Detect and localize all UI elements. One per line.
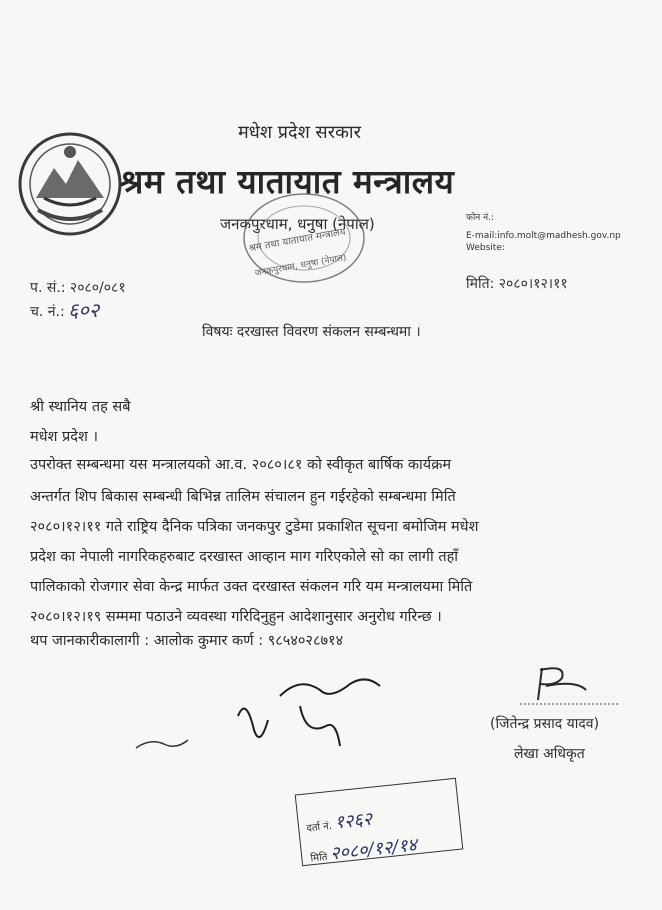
ministry-name: श्रम तथा यातायात मन्त्रालय — [120, 162, 455, 201]
registry-date-value: २०८०/१२/१४ — [329, 834, 418, 865]
body-line: प्रदेश का नेपाली नागरिकहरुबाट दरखास्त आव्हान माग गरिएकोले सो का लागी तहाँ — [30, 549, 459, 565]
website-label: Website: — [466, 243, 505, 253]
nepal-emblem-icon — [14, 128, 126, 240]
seal-text-bottom: जनकपुरधाम, धनुषा (नेपाल) — [254, 252, 348, 279]
signatory-signature — [516, 660, 626, 710]
body-line: पालिकाको रोजगार सेवा केन्द्र मार्फत उक्त दरखास्त संकलन गरि यम मन्त्रालयमा मिति — [30, 579, 473, 595]
darta-number: १२६२ — [333, 808, 374, 834]
chalani-number: ६०२ — [68, 298, 100, 322]
recipient-line-1: श्री स्थानिय तह सबै — [30, 399, 131, 415]
signatory-name: (जितेन्द्र प्रसाद यादव) — [490, 716, 600, 732]
government-name: मधेश प्रदेश सरकार — [238, 122, 361, 143]
letter-subject: विषयः दरखास्त विवरण संकलन सम्बन्धमा । — [202, 324, 421, 340]
registry-date-label: मिति — [310, 851, 329, 865]
body-line: उपरोक्त सम्बन्धमा यस मन्त्रालयको आ.व. २०८०।८१ को स्वीकृत बार्षिक कार्यक्रम — [30, 457, 452, 473]
darta-label: दर्ता नं. — [305, 820, 333, 835]
contact-person-line: थप जानकारीकालागी : आलोक कुमार कर्ण : ९८५४०२८७१४ — [30, 633, 344, 649]
handwritten-endorsement — [130, 656, 400, 766]
contact-block — [466, 212, 621, 254]
body-line: अन्तर्गत शिप बिकास सम्बन्धी बिभिन्न तालिम संचालन हुन गईरहेको सम्बन्धमा मिति — [30, 489, 456, 505]
recipient-line-2: मधेश प्रदेश । — [30, 429, 98, 445]
ministry-address: जनकपुरधाम, धनुषा (नेपाल) — [220, 215, 375, 233]
email-address: E-mail:info.molt@madhesh.gov.np — [466, 231, 621, 241]
body-line: २०८०।१२।१९ सम्ममा पठाउने व्यवस्था गरिदिनुहुन आदेशानुसार अनुरोध गरिन्छ । — [30, 609, 442, 625]
signatory-title: लेखा अधिकृत — [514, 746, 585, 762]
phone-label: फोन नं.: — [466, 213, 495, 223]
chalani-label: च. नं.: — [30, 304, 65, 320]
seal-text-top: श्रम तथा यातायात मन्त्रालय — [248, 226, 347, 255]
reference-number: प. सं.: २०८०/०८१ — [30, 280, 126, 296]
letter-date: मिति: २०८०।१२।११ — [466, 276, 568, 292]
body-line: २०८०।१२।११ गते राष्ट्रिय दैनिक पत्रिका जनकपुर टुडेमा प्रकाशित सूचना बमोजिम मधेश — [30, 519, 479, 535]
